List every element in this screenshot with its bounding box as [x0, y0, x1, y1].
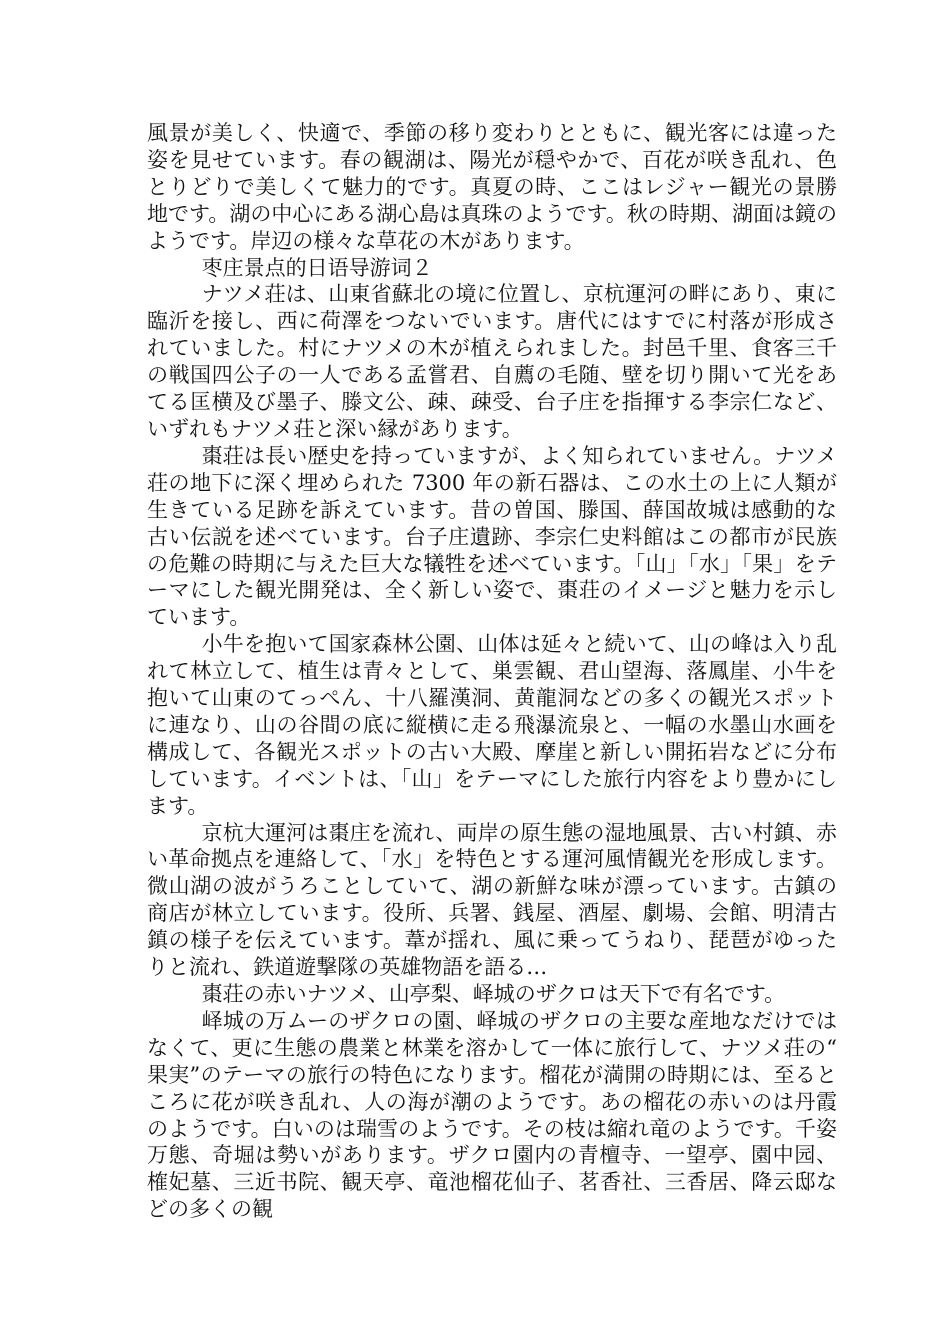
- paragraph-forest-park: 小牛を抱いて国家森林公園、山体は延々と続いて、山の峰は入り乱れて林立して、植生は青々として、巣雲観、君山望海、落鳳崖、小牛を抱いて山東のてっぺん、十八羅漢洞、黄龍洞などの多くの観光スポットに連なり、山の谷間の底に縦横に走る飛瀑流泉と、一幅の水墨山水画を構成して、各観光スポットの古い大殿、摩崖と新しい開拓岩などに分布しています。イベントは、「山」をテーマにした旅行内容をより豊かにします。: [147, 632, 837, 818]
- paragraph-history: 棗荘は長い歴史を持っていますが、よく知られていません。ナツメ荘の地下に深く埋められた 7300 年の新石器は、この水土の上に人類が生きている足跡を訴えています。昔の曽国、滕国、薛国故城は感動的な古い伝説を述べています。台子庄遺跡、李宗仁史料館はこの都市が民族の危難の時期に与えた巨大な犠牲を述べています。「山」「水」「果」をテーマにした観光開発は、全く新しい姿で、棗荘のイメージと魅力を示しています。: [147, 443, 837, 630]
- paragraph-fruits: 棗荘の赤いナツメ、山亭梨、峄城のザクロは天下で有名です。: [201, 982, 786, 1006]
- paragraph-grand-canal: 京杭大運河は棗庄を流れ、両岸の原生態の湿地風景、古い村鎮、赤い革命拠点を連絡して、「水」を特色とする運河風情観光を形成します。微山湖の波がうろことしていて、湖の新鮮な味が漂っています。古鎮の商店が林立しています。役所、兵署、銭屋、酒屋、劇場、会館、明清古鎮の様子を伝えています。葦が揺れ、風に乗ってうねり、琵琶がゆったりと流れ、鉄道遊撃隊の英雄物語を語る…: [147, 820, 837, 980]
- paragraph-pomegranate-garden: 峄城の万ムーのザクロの園、峄城のザクロの主要な産地なだけではなくて、更に生態の農業と林業を溶かして一体に旅行して、ナツメ荘の“果実”のテーマの旅行の特色になります。榴花が満開の時期には、至るところに花が咲き乱れ、人の海が潮のようです。あの榴花の赤いのは丹霞のようです。白いのは瑞雪のようです。その枝は縮れ竜のようです。千姿万態、奇堀は勢いがあります。ザクロ園内の青檀寺、一望亭、園中园、榷妃墓、三近书院、観天亭、竜池榴花仙子、茗香社、三香居、降云邸などの多くの観: [147, 1008, 837, 1222]
- paragraph-location: ナツメ荘は、山東省蘇北の境に位置し、京杭運河の畔にあり、東に臨沂を接し、西に荷澤をつないでいます。唐代にはすでに村落が形成されていました。村にナツメの木が植えられました。封邑千里、食客三千の戦国四公子の一人である孟嘗君、自薦の毛随、壁を切り開いて光をあてる匡横及び墨子、滕文公、疎、疎受、台子庄を指揮する李宗仁など、いずれもナツメ荘と深い縁があります。: [147, 282, 837, 441]
- section-heading: 枣庄景点的日语导游词２: [201, 255, 433, 280]
- paragraph-intro: 風景が美しく、快適で、季節の移り変わりとともに、観光客には違った姿を見せています。春の観湖は、陽光が穏やかで、百花が咲き乱れ、色とりどりで美しくて魅力的です。真夏の時、ここはレジャー観光の景勝地です。湖の中心にある湖心島は真珠のようです。秋の時期、湖面は鏡のようです。岸辺の様々な草花の木があります。: [147, 121, 837, 253]
- document-body: [147, 120, 837, 1223]
